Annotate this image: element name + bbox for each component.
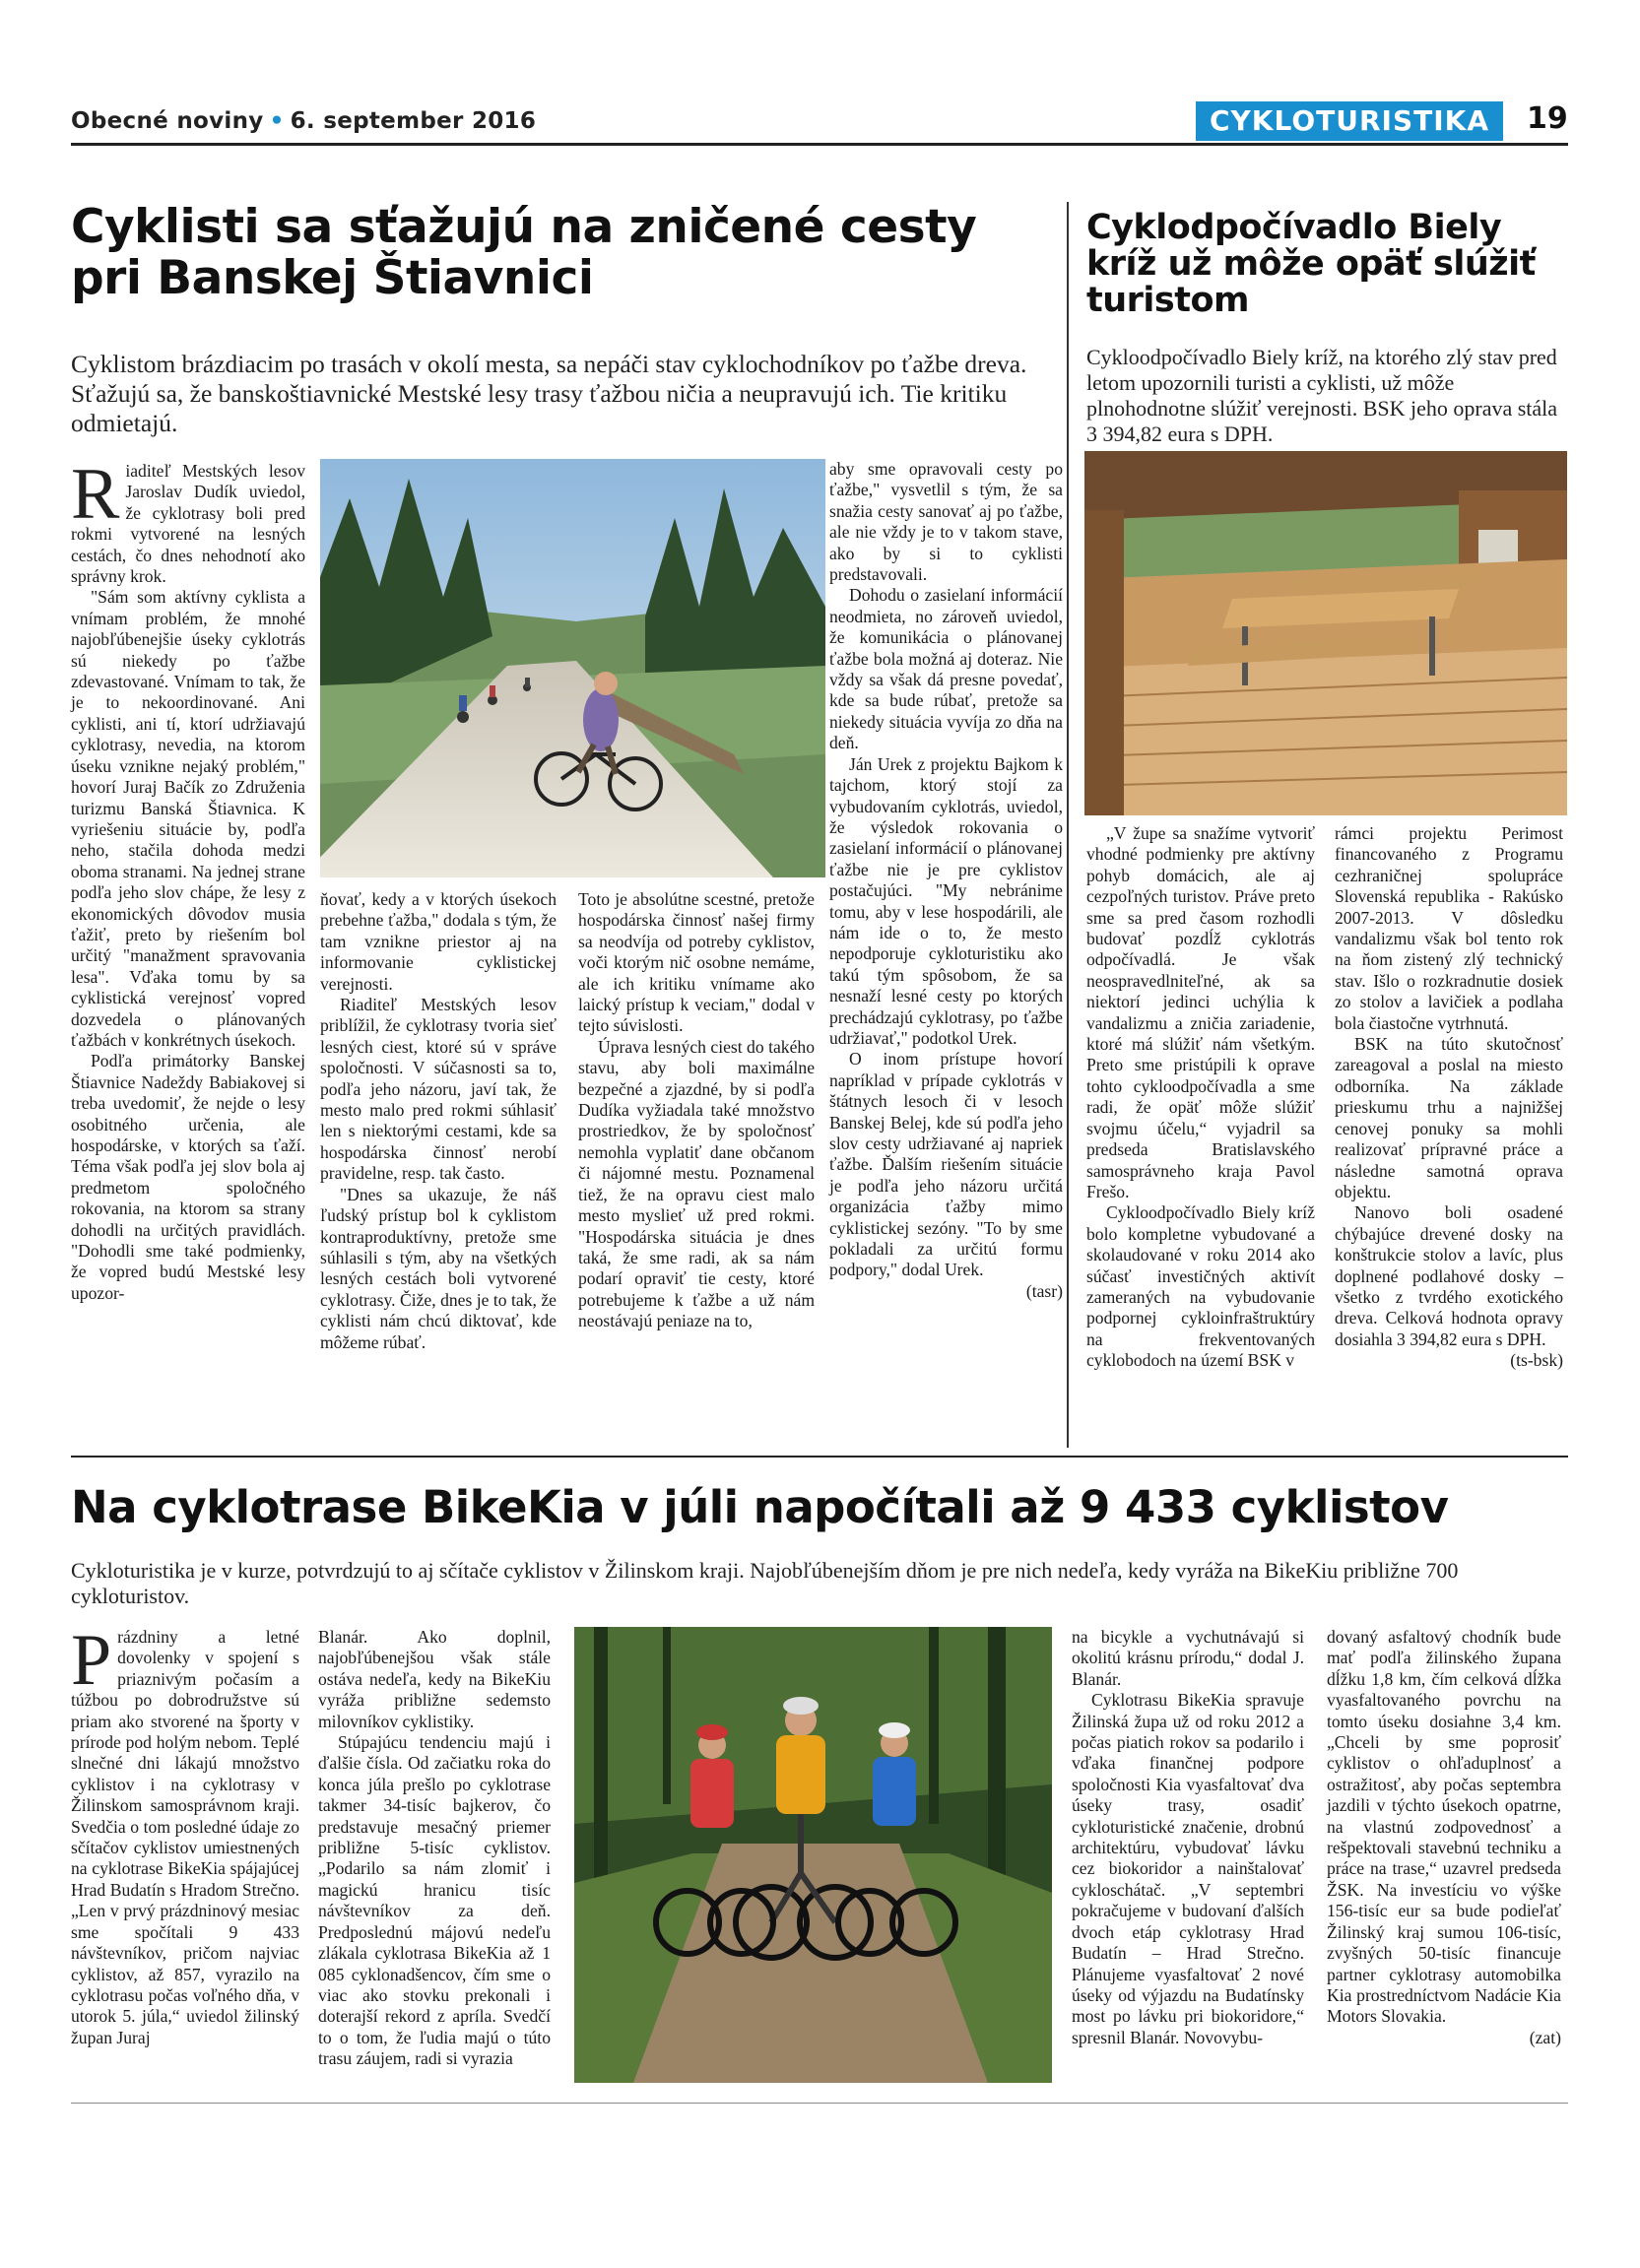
article2-column-2 bbox=[1335, 823, 1563, 1372]
article2-signature: (ts-bsk) bbox=[1510, 1350, 1563, 1371]
article2-column-1 bbox=[1086, 823, 1315, 1372]
issue-date: 6. september 2016 bbox=[290, 108, 537, 134]
article1-column-3 bbox=[578, 889, 815, 1332]
photo-mountain-bikers bbox=[574, 1627, 1052, 2083]
article1-paragraph: Toto je absolútne scestné, pretože hospodárska činnosť našej firmy sa neodvíja od potreby cyklistov, voči ktorým nič osobne nemáme, ale ich kritiku vnímame ako laický prístup k veciam," dodal v tejto súvislosti. bbox=[578, 889, 815, 1036]
article1-title bbox=[71, 202, 1056, 304]
article2-paragraph: rámci projektu Perimost financovaného z Programu cezhraničnej spolupráce Slovenská republika - Rakúsko 2007-2013. V dôsledku vandalizmu však bol tento rok na ňom zistený zlý technický stav. Išlo o rozkradnutie dosiek zo stolov a lavičiek a podlaha bola čiastočne vytrhnutá. bbox=[1335, 823, 1563, 1033]
article3-paragraph: Cyklotrasu BikeKia spravuje Žilinská župa už od roku 2012 a počas piatich rokov sa podarilo i vďaka finančnej podpore spoločnosti Kia vyasfaltovať dva úseky trasy, osadiť cykloturistické značenie, drobnú architektúru, vybudovať lávku cez biokoridor a nainštalovať cykloschátač. „V septembri pokračujeme v budovaní ďalších dvoch etáp cyklotrasy Hrad Budatín – Hrad Strečno. Plánujeme vyasfaltovať 2 nové úseky od výjazdu na Budatínsky most po lávku pri biokoridore,“ spresnil Blanár. Novovybu- bbox=[1072, 1690, 1304, 2047]
article2-lead: Cykloodpočívadlo Biely kríž, na ktorého zlý stav pred letom upozornili turisti a cyklisti, už môže plnohodnotne slúžiť verejnosti. BSK jeho oprava stála 3 394,82 eura s DPH. bbox=[1086, 345, 1558, 446]
article2-paragraph: Cykloodpočívadlo Biely kríž bolo kompletne vybudované a skolaudované v roku 2014 ako súčasť investičných aktivít zameraných na vybudovanie podpornej cykloinfraštruktúry na frekventovaných cyklobodoch na území BSK v bbox=[1086, 1202, 1315, 1371]
article3-column-2 bbox=[318, 1627, 551, 2070]
article2-paragraph: „V župe sa snažíme vytvoriť vhodné podmienky pre aktívny pohyb domácich, ale aj cezpoľných turistov. Práve preto sme sa pred časom rozhodli budovať pozdĺž cyklotrás odpočívadlá. Je však neospravedlniteľné, ak sa niektorí jedinci uchýlia k vandalizmu a zničia zariadenie, ktoré má slúžiť nám všetkým. Preto sme pristúpili k oprave tohto cykloodpočívadla a sme radi, že opäť môže slúžiť svojmu účelu,“ vyjadril sa predseda Bratislavského samosprávneho kraja Pavol Frešo. bbox=[1086, 823, 1315, 1201]
article1-signature: (tasr) bbox=[1025, 1280, 1063, 1301]
section-label: CYKLOTURISTIKA bbox=[1196, 101, 1503, 141]
article1-paragraph: Ján Urek z projektu Bajkom k tajchom, ktorý stojí za vybudovaním cyklotrás, uviedol, že výsledok rokovania o zasielaní informácií o plánovanej ťažbe nie je pre cyklistov postačujúci. "My nebránime tomu, aby v lese hospodárili, ale nám ide o to, že mesto nepodporuje cykloturistiku ako takú tým spôsobom, že sa nesnaží lesné cesty po ktorých prechádzajú cyklotrasy, po ťažbe udržiavať," podotkol Urek. bbox=[829, 753, 1063, 1048]
article1-paragraph: Úprava lesných ciest do takého stavu, aby boli maximálne bezpečné a zjazdné, by si podľa Dudíka vyžiadala také množstvo prostriedkov, že by spoločnosť nemohla vyplatiť dane občanom či nájomné mestu. Poznamenal tiež, že na opravu ciest malo mesto myslieť už pred rokmi. "Hospodárska situácia je dnes taká, že sme radi, ak sa nám podarí opraviť tie cesty, ktoré potrebujeme k ťažbe a už nám neostávajú peniaze na to, bbox=[578, 1036, 815, 1331]
article1-paragraph: Dohodu o zasielaní informácií neodmieta, no zároveň uviedol, že komunikácia o plánovanej ťažbe bola možná aj doteraz. Nie vždy sa však dá presne povedať, kde sa bude rúbať, pretože sa niekedy situácia vyvíja zo dňa na deň. bbox=[829, 585, 1063, 753]
article1-column-2 bbox=[320, 889, 557, 1353]
article2-title bbox=[1086, 210, 1559, 319]
article1-paragraph: "Dnes sa ukazuje, že náš ľudský prístup bol k cyklistom kontraproduktívny, pretože sme súhlasili s tým, aby na všetkých lesných cestách boli vytvorené cyklotrasy. Čiže, dnes je to tak, že cyklisti nám chcú diktovať, kde môžeme rúbať. bbox=[320, 1184, 557, 1352]
article1-paragraph: O inom prístupe hovorí napríklad v prípade cyklotrás v štátnych lesoch či v lesoch Banskej Belej, kde sú podľa jeho slov cesty udržiavané aj napriek ťažbe. Ďalším riešením situácie je podľa jeho názoru určitá organizácia ťažby mimo cyklistickej sezóny. "To by sme pokladali za určitú formu podpory," dodal Urek. bbox=[829, 1049, 1063, 1280]
article1-column-4 bbox=[829, 459, 1063, 1302]
article1-paragraph: aby sme opravovali cesty po ťažbe," vysvetlil s tým, že sa snažia cesty sanovať aj po ťažbe, ale nie vždy je to v takom stave, ako by si to cyklisti predstavovali. bbox=[829, 459, 1063, 585]
article3-column-4 bbox=[1327, 1627, 1561, 2048]
cyclists-road-image bbox=[320, 459, 825, 877]
article2-title-line2: kríž už môže opäť slúžiť bbox=[1086, 244, 1536, 284]
section-rule bbox=[71, 1456, 1568, 1458]
mountain-bikers-image bbox=[574, 1627, 1052, 2083]
photo-cyclists-forest-road bbox=[320, 459, 825, 877]
article1-paragraph: Riaditeľ Mestských lesov Jaroslav Dudík uviedol, že cyklotrasy boli pred rokmi vytvorené na lesných cestách, čo dnes nehodnotí ako správny krok. bbox=[71, 454, 305, 587]
article1-paragraph: "Sám som aktívny cyklista a vnímam problém, že mnohé najobľúbenejšie úseky cyklotrás sú niekedy po ťažbe zdevastované. Vnímam to tak, že je to nekoordinované. Ani cyklisti, ani tí, ktorí udržiavajú cyklotrasy, nevedia, na ktorom úseku vznikne nejaký problém," hovorí Juraj Bačík zo Združenia turizmu Banská Štiavnica. K vyriešeniu situácie by, podľa neho, stačila dohoda medzi oboma stranami. Na jednej strane podľa jeho slov chápe, že lesy z ekonomických dôvodov musia ťažiť, preto by riešením bol určitý "manažment spravovania lesa". Vďaka tomu by sa cyklistická verejnosť vopred dozvedela o plánovaných ťažbách v konkrétnych úsekoch. bbox=[71, 587, 305, 1050]
article1-paragraph: Podľa primátorky Banskej Štiavnice Nadeždy Babiakovej si treba uvedomiť, že nejde o lesy osobitného určenia, ale hospodárske, v ktorých sa ťaží. Téma však podľa jej slov bola aj predmetom spoločného rokovania, na ktorom sa strany dohodli na určitých pravidlách. "Dohodli sme také podmienky, že vopred budú Mestské lesy upozor- bbox=[71, 1051, 305, 1303]
article2-title-line1: Cyklodpočívadlo Biely bbox=[1086, 208, 1502, 247]
article3-column-1 bbox=[71, 1620, 299, 2048]
article1-title-line2: pri Banskej Štiavnici bbox=[71, 251, 594, 305]
column-divider bbox=[1067, 202, 1069, 1448]
paper-name: Obecné noviny bbox=[71, 108, 264, 134]
article3-signature: (zat) bbox=[1529, 2027, 1561, 2047]
drop-cap: P bbox=[71, 1620, 112, 1701]
article1-paragraph: Riaditeľ Mestských lesov priblížil, že cyklotrasy tvoria sieť lesných ciest, ktoré sú v správe spoločnosti. V súčasnosti sa to, podľa jeho názoru, javí tak, že mesto malo pred rokmi súhlasiť len s niektorými cestami, kde sa hospodárska činnosť nerobí pravidelne, resp. tak často. bbox=[320, 995, 557, 1184]
photo-rest-shelter bbox=[1084, 451, 1567, 815]
article3-lead: Cykloturistika je v kurze, potvrdzujú to aj sčítače cyklistov v Žilinskom kraji. Najobľúbenejším dňom je pre nich nedeľa, kedy vyráža na BikeKiu približne 700 cykloturistov. bbox=[71, 1558, 1459, 1608]
article3-paragraph: na bicykle a vychutnávajú si okolitú krásnu prírodu,“ dodal J. Blanár. bbox=[1072, 1627, 1304, 1689]
page-number: 19 bbox=[1527, 101, 1568, 136]
article3-column-3 bbox=[1072, 1627, 1304, 2048]
article2-paragraph: Nanovo boli osadené chýbajúce drevené dosky na konštrukcie stolov a lavíc, plus doplnené podlahové dosky – všetko z tvrdého exotického dreva. Celková hodnota opravy dosiahla 3 394,82 eura s DPH. bbox=[1335, 1202, 1563, 1349]
article2-paragraph: BSK na túto skutočnosť zareagoval a poslal na miesto odborníka. Na základe prieskumu trhu a najnižšej cenovej ponuky sa mohli realizovať prípravné práce a následne samotná oprava objektu. bbox=[1335, 1034, 1563, 1201]
article1-paragraph: ňovať, kedy a v ktorých úsekoch prebehne ťažba," dodala s tým, že tam vznikne priestor aj na informovanie cyklistickej verejnosti. bbox=[320, 889, 557, 994]
separator-dot: • bbox=[269, 108, 285, 134]
article1-column-1 bbox=[71, 454, 305, 1304]
article2-title-line3: turistom bbox=[1086, 281, 1249, 320]
article3-paragraph: Stúpajúcu tendenciu majú i ďalšie čísla. Od začiatku roka do konca júla prešlo po cyklotrase takmer 34-tisíc bajkerov, čo predstavuje mesačný priemer približne 5-tisíc cyklistov. „Podarilo sa nám zlomiť i magickú hranicu tisíc návštevníkov za deň. Predposlednú májovú nedeľu zlákala cyklotrasa BikeKia až 1 085 cyklonadšencov, čím sme o viac ako stovku prekonali i doterajší rekord z apríla. Svedčí to o tom, že ľudia majú o túto trasu záujem, radi si vyrazia bbox=[318, 1732, 551, 2069]
masthead bbox=[71, 108, 536, 134]
rest-shelter-image bbox=[1084, 451, 1567, 815]
article3-paragraph: Blanár. Ako doplnil, najobľúbenejšou však stále ostáva nedeľa, kedy na BikeKiu vyráža približne sedemsto milovníkov cyklistiky. bbox=[318, 1627, 551, 1731]
article3-title: Na cyklotrase BikeKia v júli napočítali až 9 433 cyklistov bbox=[71, 1481, 1449, 1533]
article3-paragraph: Prázdniny a letné dovolenky v spojení s priaznivým počasím a túžbou po dobrodružstve sú priam ako stvorené na športy v prírode pod holým nebom. Teplé slnečné dni lákajú množstvo cyklistov i na cyklotrasy v Žilinskom samosprávnom kraji. Svedčia o tom posledné údaje zo sčítačov cyklistov umiestnených na cyklotrase BikeKia spájajúcej Hrad Budatín s Hradom Strečno. „Len v prvý prázdninový mesiac sme spočítali 9 433 návštevníkov, pričom najviac cyklistov, až 857, vyrazilo na cyklotrasu počas voľného dňa, v utorok 5. júla,“ uviedol žilinský župan Juraj bbox=[71, 1620, 299, 2047]
article1-lead: Cyklistom brázdiacim po trasách v okolí mesta, sa nepáči stav cyklochodníkov po ťažbe dreva. Sťažujú sa, že banskoštiavnické Mestské lesy trasy ťažbou ničia a neupravujú ich. Tie kritiku odmietajú. bbox=[71, 350, 1027, 437]
header-rule bbox=[71, 143, 1568, 146]
footer-rule bbox=[71, 2103, 1568, 2104]
article1-title-line1: Cyklisti sa sťažujú na zničené cesty bbox=[71, 200, 977, 254]
article3-paragraph: dovaný asfaltový chodník bude mať podľa žilinského župana dĺžku 1,8 km, čím celková dĺžka vyasfaltovaného povrchu na tomto úseku dosiahne 3,4 km. „Chceli by sme poprosiť cyklistov o ohľaduplnosť a ostražitosť, aby počas septembra jazdili v týchto úsekoch opatrne, na vlastnú zodpovednosť a rešpektovali stavebnú techniku a práce na trase,“ uzavrel predseda ŽSK. Na investíciu vo výške 156-tisíc eur sa bude podieľať Žilinský kraj sumou 106-tisíc, zvyšných 50-tisíc financuje partner cyklotrasy automobilka Kia prostredníctvom Nadácie Kia Motors Slovakia. bbox=[1327, 1627, 1561, 2027]
drop-cap: R bbox=[71, 454, 120, 535]
